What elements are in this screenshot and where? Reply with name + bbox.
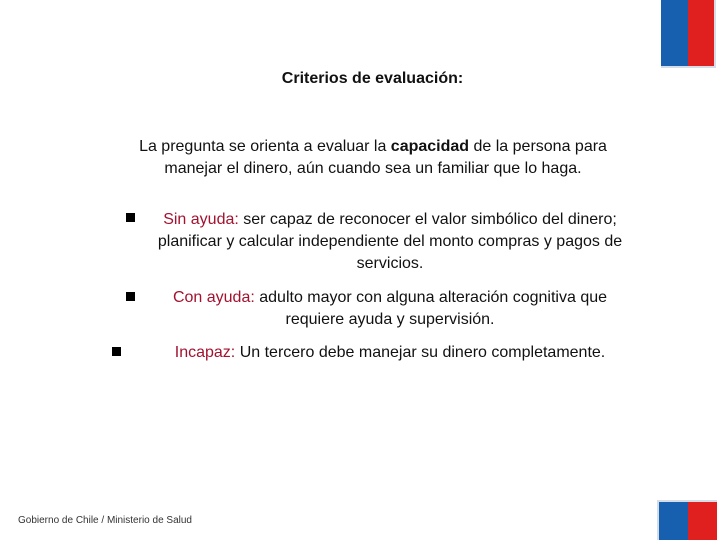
bullet-incapaz [140,342,640,364]
intro-text-after: de la persona para manejar el dinero, aún cuando sea un familiar que lo haga. [164,138,607,177]
flag-stripe-blue [659,502,688,540]
bullet-text: adulto mayor con alguna alteración cognitiva que requiere ayuda y supervisión. [254,289,608,328]
square-bullet-icon [112,347,121,356]
bullet-term: Incapaz: [174,344,236,361]
bullet-text: ser capaz de reconocer el valor simbólico del dinero; planificar y calcular independiente del monto compras y pagos de servicios. [157,211,623,272]
flag-stripe-red [688,0,715,66]
intro-text-before: La pregunta se orienta a evaluar la [139,138,391,155]
page-title: Criterios de evaluación: [281,70,464,87]
bullet-term: Sin ayuda: [163,211,239,228]
intro-paragraph [108,136,638,180]
bullet-term: Con ayuda: [172,289,255,306]
flag-logo-bottom [657,500,717,540]
square-bullet-icon [126,292,135,301]
bullet-text: Un tercero debe manejar su dinero completamente. [235,344,606,361]
flag-logo-top [661,0,716,68]
bullet-con-ayuda [148,287,632,331]
intro-bold-word: capacidad [390,138,470,155]
flag-stripe-blue [661,0,688,66]
square-bullet-icon [126,213,135,222]
flag-stripe-red [688,502,717,540]
footer-credit: Gobierno de Chile / Ministerio de Salud [18,515,192,526]
bullet-sin-ayuda [136,209,644,275]
